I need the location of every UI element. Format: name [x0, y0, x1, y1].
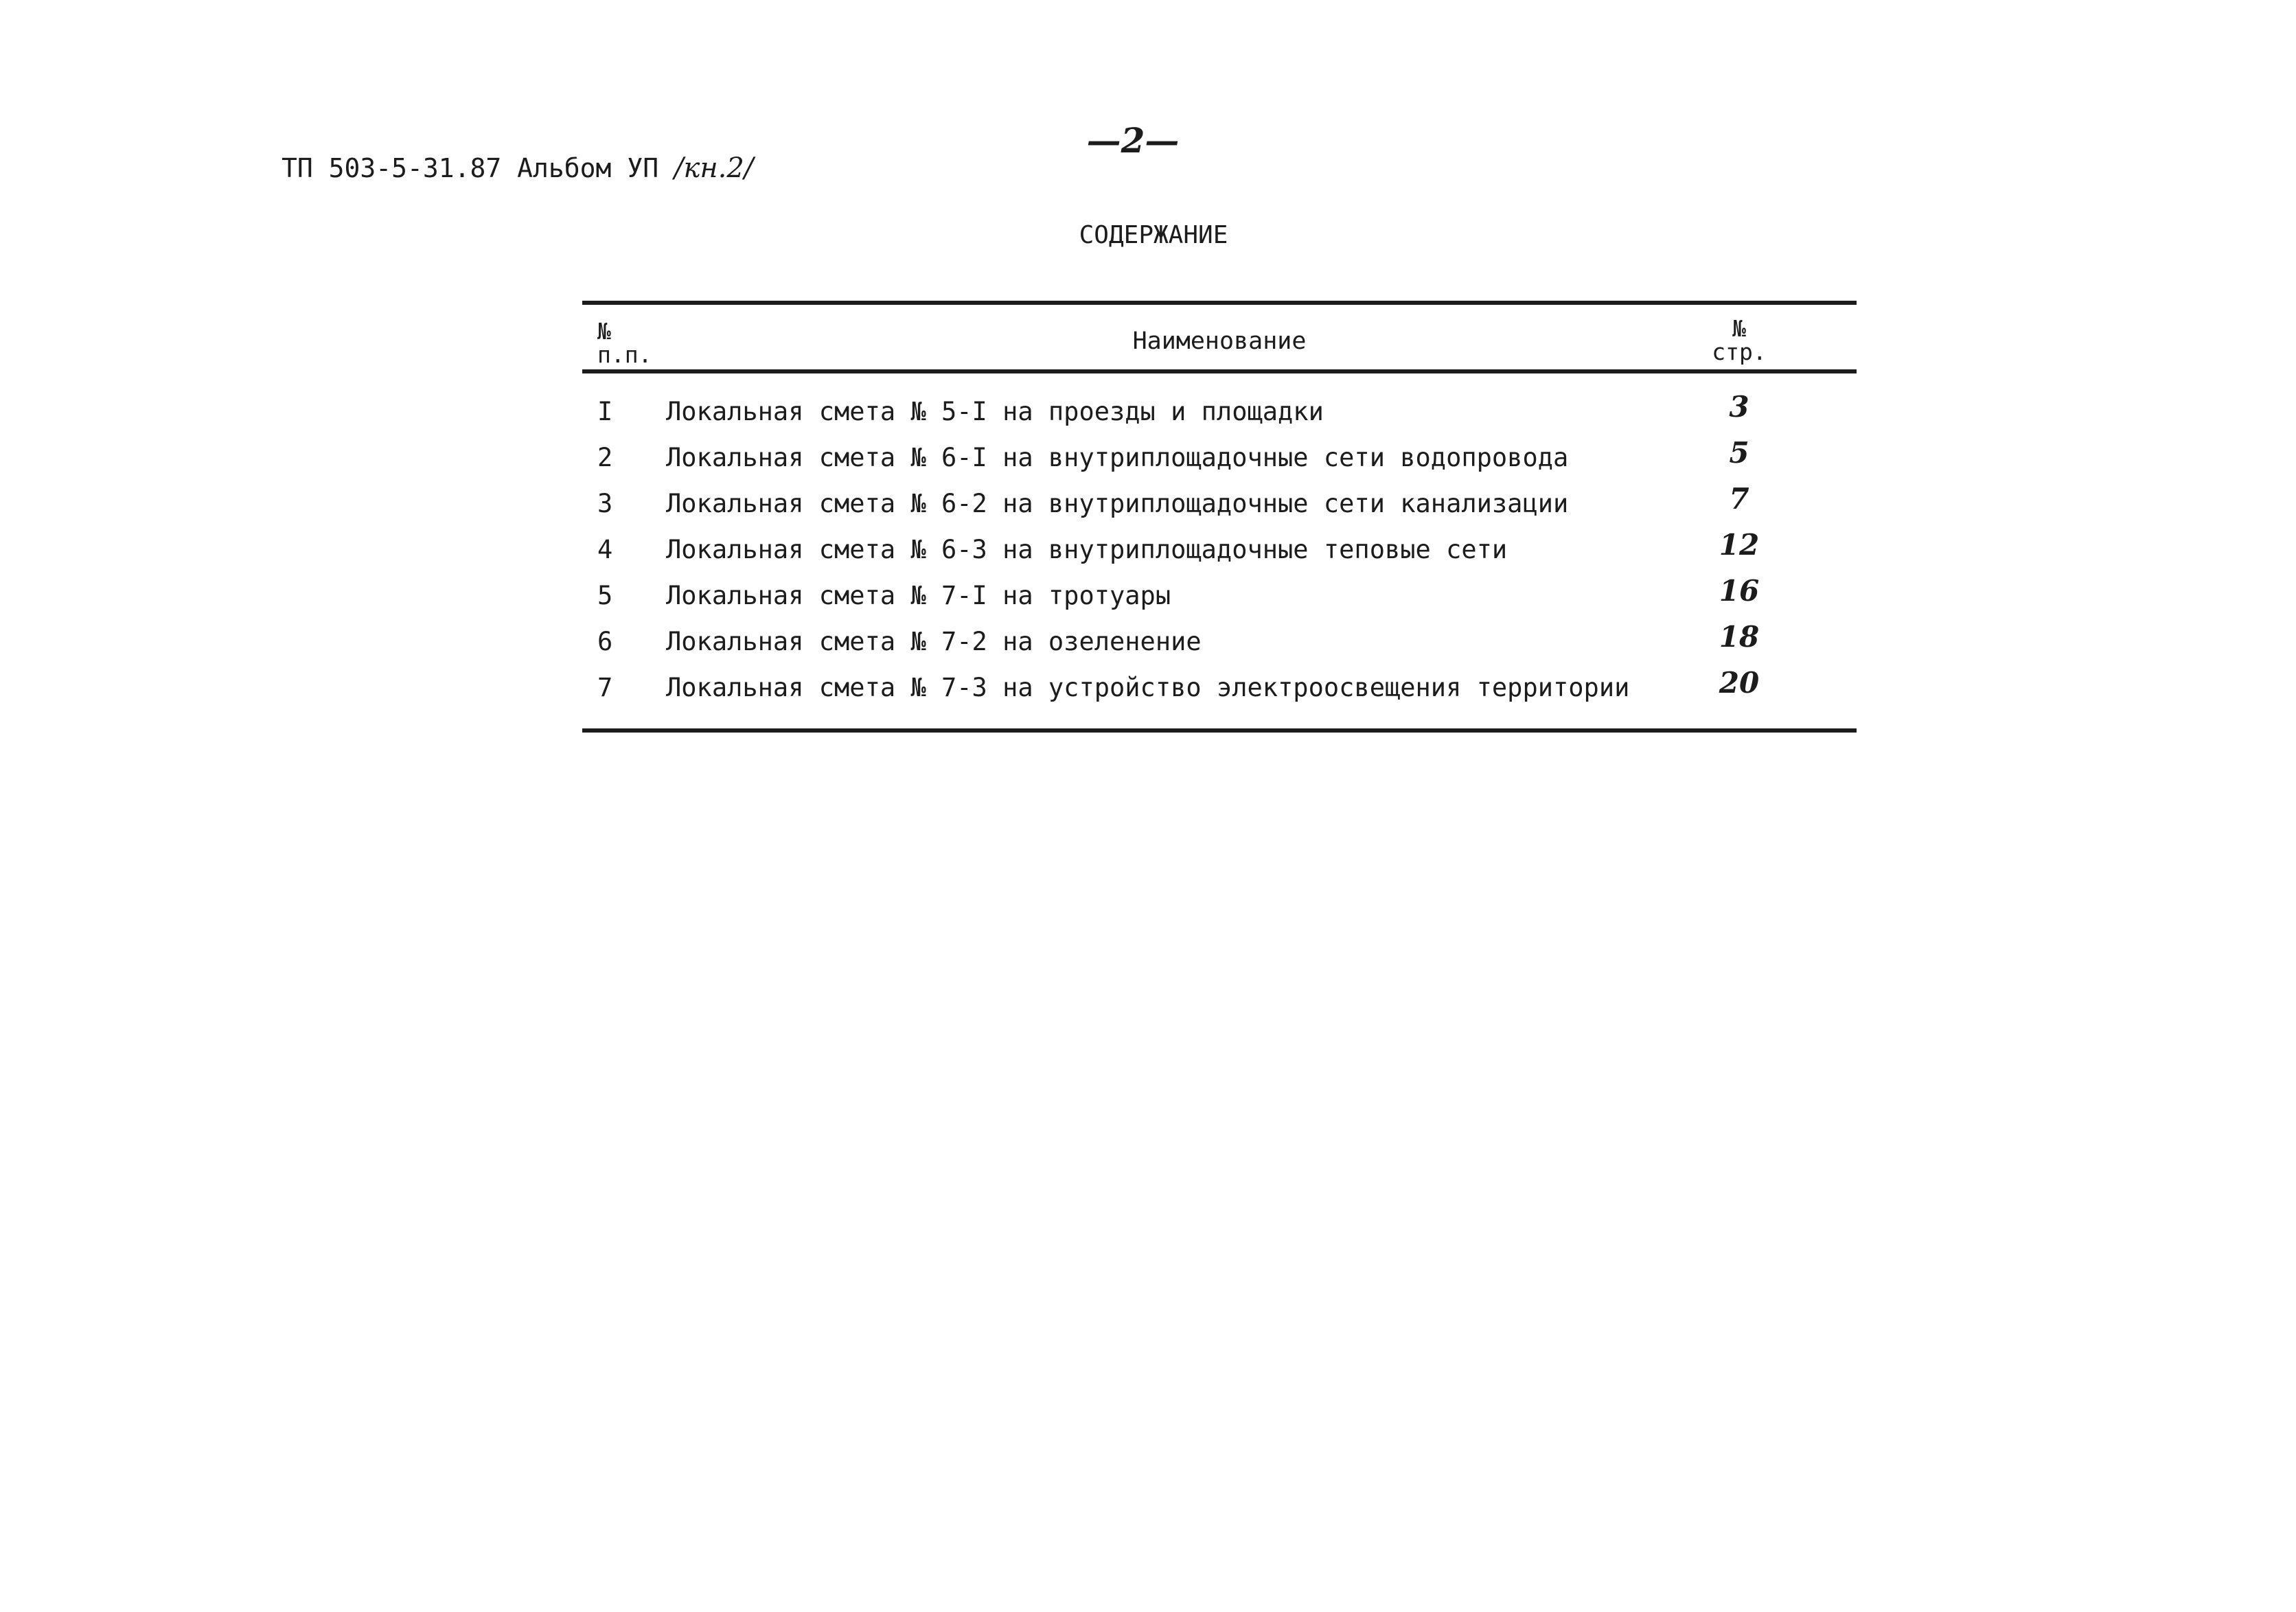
row-number: 2	[597, 443, 613, 472]
row-number: 6	[597, 627, 613, 656]
column-header-number: № п.п.	[597, 318, 652, 368]
table-row	[582, 436, 1857, 482]
row-page: 3	[1729, 390, 1749, 424]
row-page: 16	[1719, 574, 1760, 608]
page-number: —2—	[1086, 120, 1180, 161]
contents-title: СОДЕРЖАНИЕ	[1079, 221, 1228, 249]
row-page: 18	[1719, 620, 1760, 654]
row-number: I	[597, 397, 613, 426]
document-code-text: ТП 503-5-31.87 Альбом УП	[282, 153, 659, 183]
contents-table	[582, 301, 1857, 733]
row-number: 4	[597, 535, 613, 564]
table-bottom-rule	[582, 728, 1857, 733]
row-number: 3	[597, 489, 613, 518]
table-header	[582, 305, 1857, 368]
column-header-page: № стр.	[1712, 315, 1767, 365]
table-row	[582, 390, 1857, 436]
table-row	[582, 528, 1857, 574]
table-row	[582, 666, 1857, 712]
document-code	[282, 152, 753, 184]
row-page: 7	[1729, 482, 1749, 516]
row-page: 5	[1729, 436, 1749, 470]
column-header-name: Наименование	[1132, 327, 1307, 355]
row-name: Локальная смета № 7-I на тротуары	[666, 581, 1171, 610]
book-number: /кн.2/	[674, 152, 754, 184]
row-name: Локальная смета № 7-3 на устройство электроосвещения территории	[666, 673, 1630, 702]
table-row	[582, 482, 1857, 528]
row-number: 7	[597, 673, 613, 702]
table-row	[582, 574, 1857, 620]
row-page: 12	[1719, 528, 1760, 562]
row-name: Локальная смета № 5-I на проезды и площадки	[666, 397, 1324, 426]
row-number: 5	[597, 581, 613, 610]
row-name: Локальная смета № 6-I на внутриплощадочные сети водопровода	[666, 443, 1569, 472]
row-name: Локальная смета № 6-2 на внутриплощадочные сети канализации	[666, 489, 1569, 518]
table-row	[582, 620, 1857, 666]
row-name: Локальная смета № 7-2 на озеленение	[666, 627, 1202, 656]
table-body	[582, 373, 1857, 712]
row-page: 20	[1719, 666, 1760, 700]
row-name: Локальная смета № 6-3 на внутриплощадочные теповые сети	[666, 535, 1508, 564]
